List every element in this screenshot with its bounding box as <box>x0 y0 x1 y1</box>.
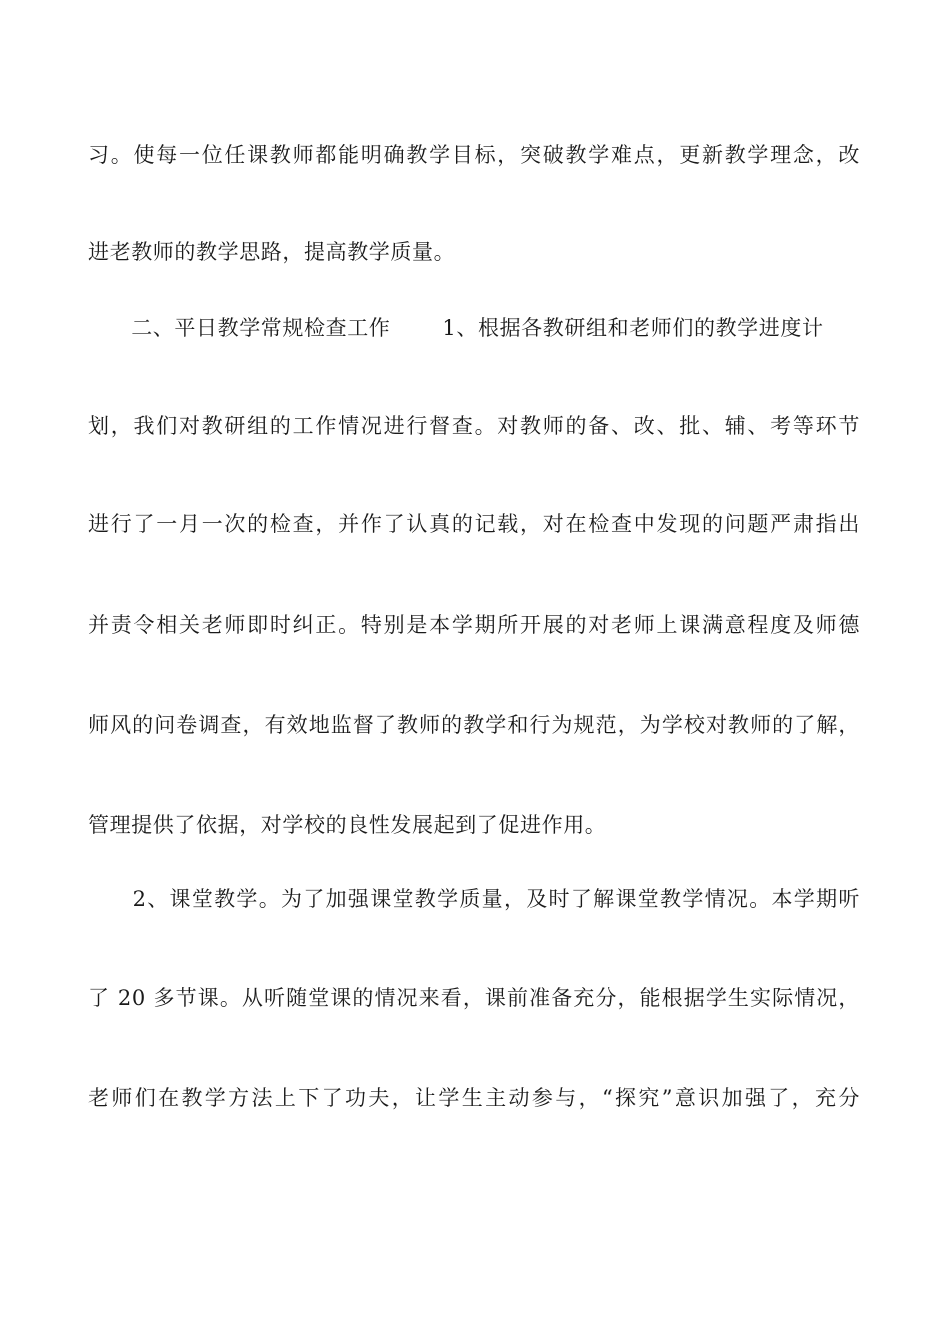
paragraph-text: 1、根据各教研组和老师们的教学进度计 <box>442 316 824 340</box>
paragraph-line: 进行了一月一次的检查，并作了认真的记载，对在检查中发现的问题严肃指出 <box>88 512 860 536</box>
paragraph-line: 管理提供了依据，对学校的良性发展起到了促进作用。 <box>88 813 607 837</box>
paragraph-line: 划，我们对教研组的工作情况进行督查。对教师的备、改、批、辅、考等环节 <box>88 414 860 438</box>
paragraph-line: 习。使每一位任课教师都能明确教学目标，突破教学难点，更新教学理念，改 <box>88 143 860 167</box>
paragraph-line: 了 20 多节课。从听随堂课的情况来看，课前准备充分，能根据学生实际情况， <box>88 986 860 1010</box>
paragraph-line: 老师们在教学方法上下了功夫，让学生主动参与，“探究”意识加强了，充分 <box>88 1086 860 1110</box>
paragraph-line: 2、课堂教学。为了加强课堂教学质量，及时了解课堂教学情况。本学期听 <box>88 887 860 911</box>
section-heading-line <box>88 313 860 343</box>
section-heading: 二、平日教学常规检查工作 <box>88 316 391 340</box>
paragraph-line: 进老教师的教学思路，提高教学质量。 <box>88 240 456 264</box>
paragraph-line: 师风的问卷调查，有效地监督了教师的教学和行为规范，为学校对教师的了解， <box>88 713 860 737</box>
paragraph-line: 并责令相关老师即时纠正。特别是本学期所开展的对老师上课满意程度及师德 <box>88 613 860 637</box>
